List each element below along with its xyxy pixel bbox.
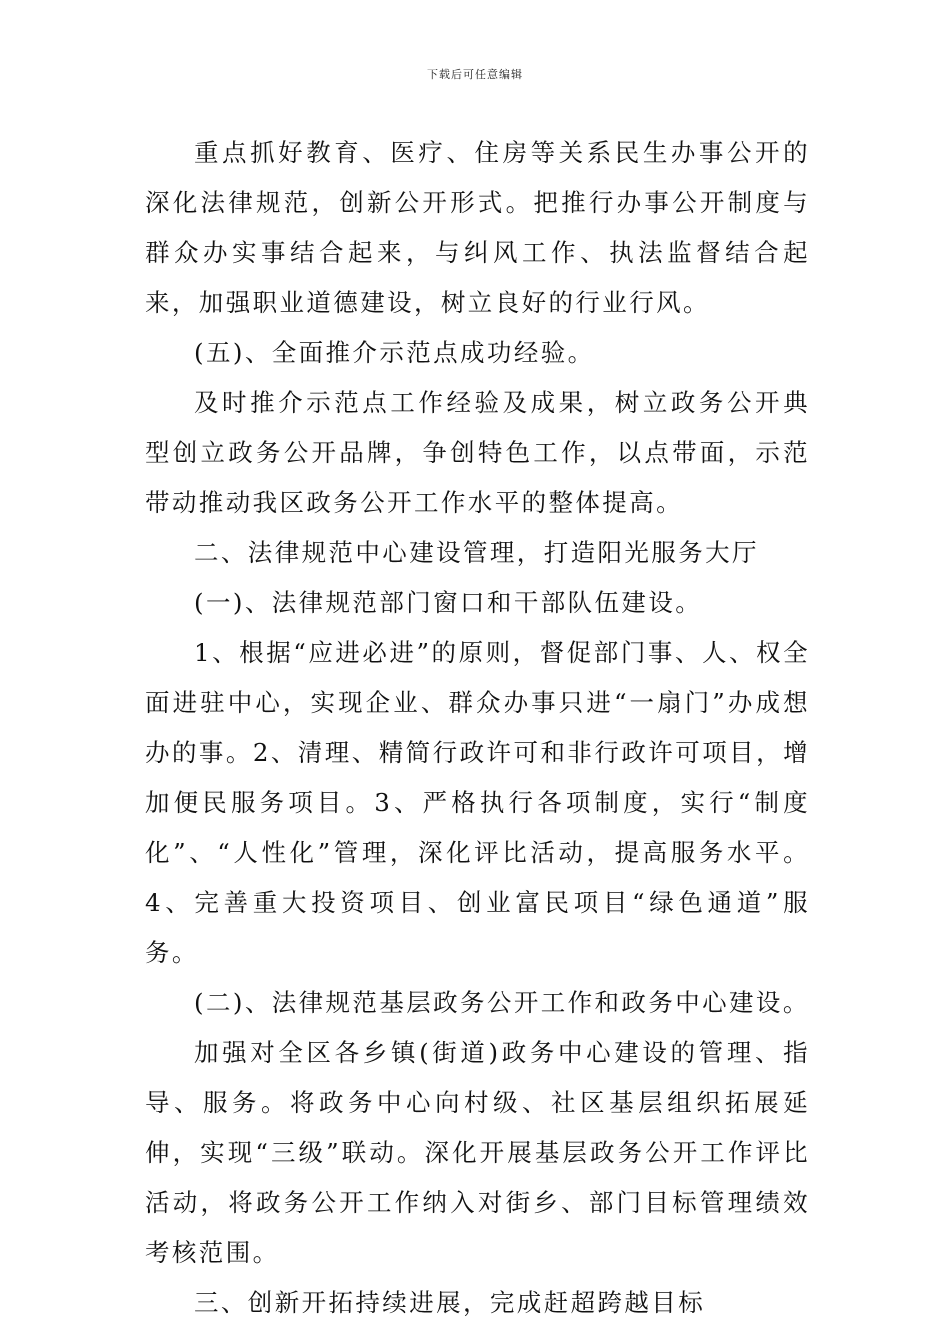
document-body [145, 128, 810, 1328]
section-heading: 二、法律规范中心建设管理，打造阳光服务大厅 [194, 538, 759, 567]
section-heading: (一)、法律规范部门窗口和干部队伍建设。 [194, 588, 703, 617]
paragraph: 及时推介示范点工作经验及成果，树立政务公开典型创立政务公开品牌，争创特色工作，以点带面，示范带动推动我区政务公开工作水平的整体提高。 [145, 388, 810, 517]
section-heading: (二)、法律规范基层政务公开工作和政务中心建设。 [194, 988, 810, 1017]
paragraph: 重点抓好教育、医疗、住房等关系民生办事公开的深化法律规范，创新公开形式。把推行办事公开制度与群众办实事结合起来，与纠风工作、执法监督结合起来，加强职业道德建设，树立良好的行业行风。 [145, 138, 810, 317]
page-header: 下载后可任意编辑 [427, 68, 523, 81]
paragraph: 加强对全区各乡镇(街道)政务中心建设的管理、指导、服务。将政务中心向村级、社区基层组织拓展延伸，实现“三级”联动。深化开展基层政务公开工作评比活动，将政务公开工作纳入对街乡、部门目标管理绩效考核范围。 [145, 1038, 810, 1267]
section-heading: (五)、全面推介示范点成功经验。 [194, 338, 595, 367]
paragraph: 1、根据“应进必进”的原则，督促部门事、人、权全面进驻中心，实现企业、群众办事只进“一扇门”办成想办的事。2、清理、精简行政许可和非行政许可项目，增加便民服务项目。3、严格执行各项制度，实行“制度化”、“人性化”管理，深化评比活动，提高服务水平。4、完善重大投资项目、创业富民项目“绿色通道”服务。 [145, 638, 810, 967]
section-heading: 三、创新开拓持续进展，完成赶超跨越目标 [194, 1288, 706, 1317]
